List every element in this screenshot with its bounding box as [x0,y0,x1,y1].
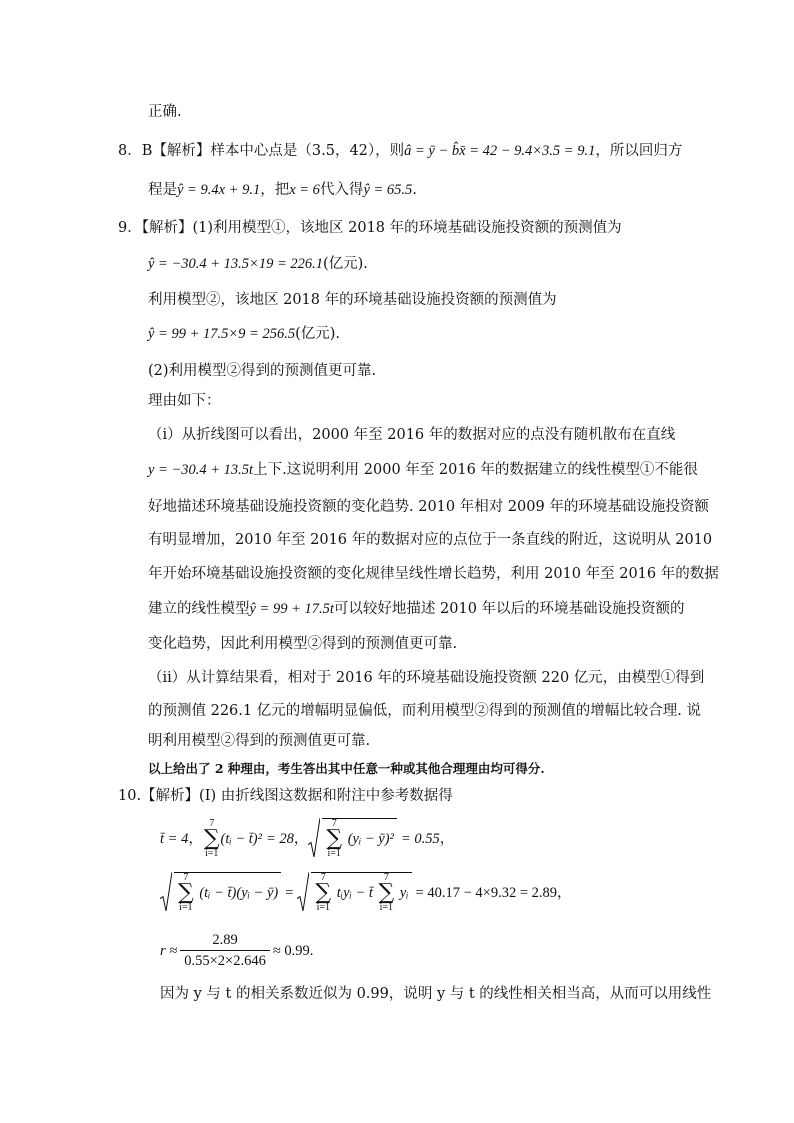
sum-lower: i=1 [379,902,394,913]
sigma: ∑ [203,825,220,851]
line-text: 代入得 [319,182,364,198]
numerator: 2.89 [180,930,270,951]
line-text: 变化趋势，因此利用模型②得到的预测值更可靠. [148,636,458,652]
sqrt-cross [160,872,281,913]
formula: ≈ 0.99. [272,942,314,959]
line-text: 明利用模型②得到的预测值更可靠. [148,733,371,749]
text-line [148,564,719,584]
sum-lower: i=1 [179,902,193,913]
line-text: 利用模型②，该地区 2018 年的环境基础设施投资额的预测值为 [148,292,557,308]
text-line [148,731,370,751]
line-text: 的预测值 226.1 亿元的增幅明显偏低，而利用模型②得到的预测值的增幅比较合理. 说 [148,703,701,719]
formula-line-cross [160,872,572,913]
line-text: . [412,182,417,198]
fraction [180,930,270,971]
sum-symbol [178,873,194,913]
line-text: ，把 [260,182,290,198]
sum-symbol [378,873,394,913]
line-text: 10.【解析】(Ⅰ) 由折线图这数据和附注中参考数据得 [118,788,453,804]
text-line [148,497,709,517]
formula: â = ȳ − b̂x̄ = 42 − 9.4×3.5 = 9.1 [404,143,596,159]
sqrt-body [322,818,397,859]
text-line [148,290,557,310]
sum-symbol [204,819,220,859]
sum-lower: i=1 [204,847,219,859]
line-text: 好地描述环境基础设施投资额的变化趋势. 2010 年相对 2009 年的环境基础设施投资额 [148,499,709,515]
formula: ŷ = −30.4 + 13.5×19 = 226.1 [148,256,323,272]
sum-upper: 7 [383,872,389,883]
formula: yᵢ [399,885,409,901]
comma: ， [188,830,203,847]
line-text: 8．B【解析】样本中心点是（3.5，42），则 [118,143,405,159]
formula: r ≈ [160,942,178,959]
text-line [148,701,701,721]
formula: = 28 [265,830,294,847]
line-text: 上下.这说明利用 2000 年至 2016 年的数据建立的线性模型①不能很 [253,462,698,478]
formula: = 0.55 [400,830,440,847]
line-text: 理由如下： [148,393,221,409]
sqrt-body [311,872,411,913]
text-line [148,668,704,688]
text-line [148,460,698,480]
sum-symbol [315,873,331,913]
comma: ， [439,830,455,847]
text-line [148,391,221,411]
formula: (yᵢ − ȳ)² [347,831,394,847]
denominator: 0.55×2×2.646 [184,953,266,969]
text-line [148,361,376,381]
radical-sign [297,872,309,913]
line-text: ，所以回归方 [595,143,683,159]
line-text: 建立的线性模型 [148,601,250,617]
formula-line-sums [160,818,454,859]
comma: ， [293,830,309,847]
formula: (tᵢ − t̄)² [220,830,262,847]
line-text: 程是 [148,182,177,198]
formula: t̄ = 4 [160,830,189,847]
sum-upper: 7 [320,872,326,883]
line-text: 有明显增加，2010 年至 2016 年的数据对应的点位于一条直线的附近，这说明从 2010 [148,532,713,548]
line-text: 9．【解析】(1)利用模型①，该地区 2018 年的环境基础设施投资额的预测值为 [118,220,622,236]
model-1-formula [148,254,368,274]
unit: (亿元). [322,256,368,272]
formula: ŷ = 65.5 [363,182,413,198]
comma: ， [557,884,572,901]
line-text: 因为 y 与 t 的相关系数近似为 0.99，说明 y 与 t 的线性相关相当高，从而可以用线性 [160,986,712,1002]
line-text: 以上给出了 2 种理由，考生答出其中任意一种或其他合理理由均可得分. [148,761,545,776]
formula: ŷ = 9.4x + 9.1 [177,182,261,198]
line-text: （ⅰ）从折线图可以看出，2000 年至 2016 年的数据对应的点没有随机散布在直线 [148,427,676,443]
line-text: 年开始环境基础设施投资额的变化规律呈线性增长趋势，利用 2010 年至 2016 年的数据 [148,566,719,582]
formula: tᵢyᵢ − t̄ [336,885,373,901]
formula: (tᵢ − t̄)(yᵢ − ȳ) [199,885,279,901]
sum-lower: i=1 [327,848,341,859]
sigma: ∑ [378,880,395,905]
sum-upper: 7 [331,818,337,829]
line-text: 可以较好地描述 2010 年以后的环境基础设施投资额的 [333,601,685,617]
sum-symbol [326,819,342,859]
problem-9-header [118,218,622,238]
formula: = 40.17 − 4×9.32 = 2.89 [415,884,558,901]
problem-8-line-2 [148,180,417,200]
text-line [148,599,685,619]
text-line [148,634,457,654]
unit: (亿元). [295,326,341,342]
formula-line-r [160,930,313,971]
text-line [148,102,182,122]
problem-10-header [118,786,453,806]
sigma: ∑ [326,826,343,851]
line-text: 正确. [148,104,182,120]
problem-8-line-1 [118,141,682,161]
radical-sign [308,818,320,859]
model-2-formula [148,324,340,344]
formula: y = −30.4 + 13.5t [148,462,254,478]
text-line [160,984,711,1004]
sqrt-ty [297,872,411,913]
sigma: ∑ [178,880,194,905]
sum-lower: i=1 [316,902,330,913]
radical-sign [160,872,172,913]
line-text: （ⅱ）从计算结果看，相对于 2016 年的环境基础设施投资额 220 亿元，由模型①得到 [148,670,705,686]
text-line [148,530,712,550]
sqrt-y-dev [308,818,397,859]
sum-upper: 7 [183,872,189,883]
grading-note [148,759,545,779]
formula: ŷ = 99 + 17.5×9 = 256.5 [148,326,296,342]
equals: = [285,884,294,901]
formula: x = 6 [289,182,320,198]
line-text: (2)利用模型②得到的预测值更可靠. [148,363,377,379]
sum-upper: 7 [209,817,215,829]
sigma: ∑ [315,880,332,905]
sqrt-body [174,872,281,913]
text-line [148,425,675,445]
formula: ŷ = 99 + 17.5t [249,601,334,617]
